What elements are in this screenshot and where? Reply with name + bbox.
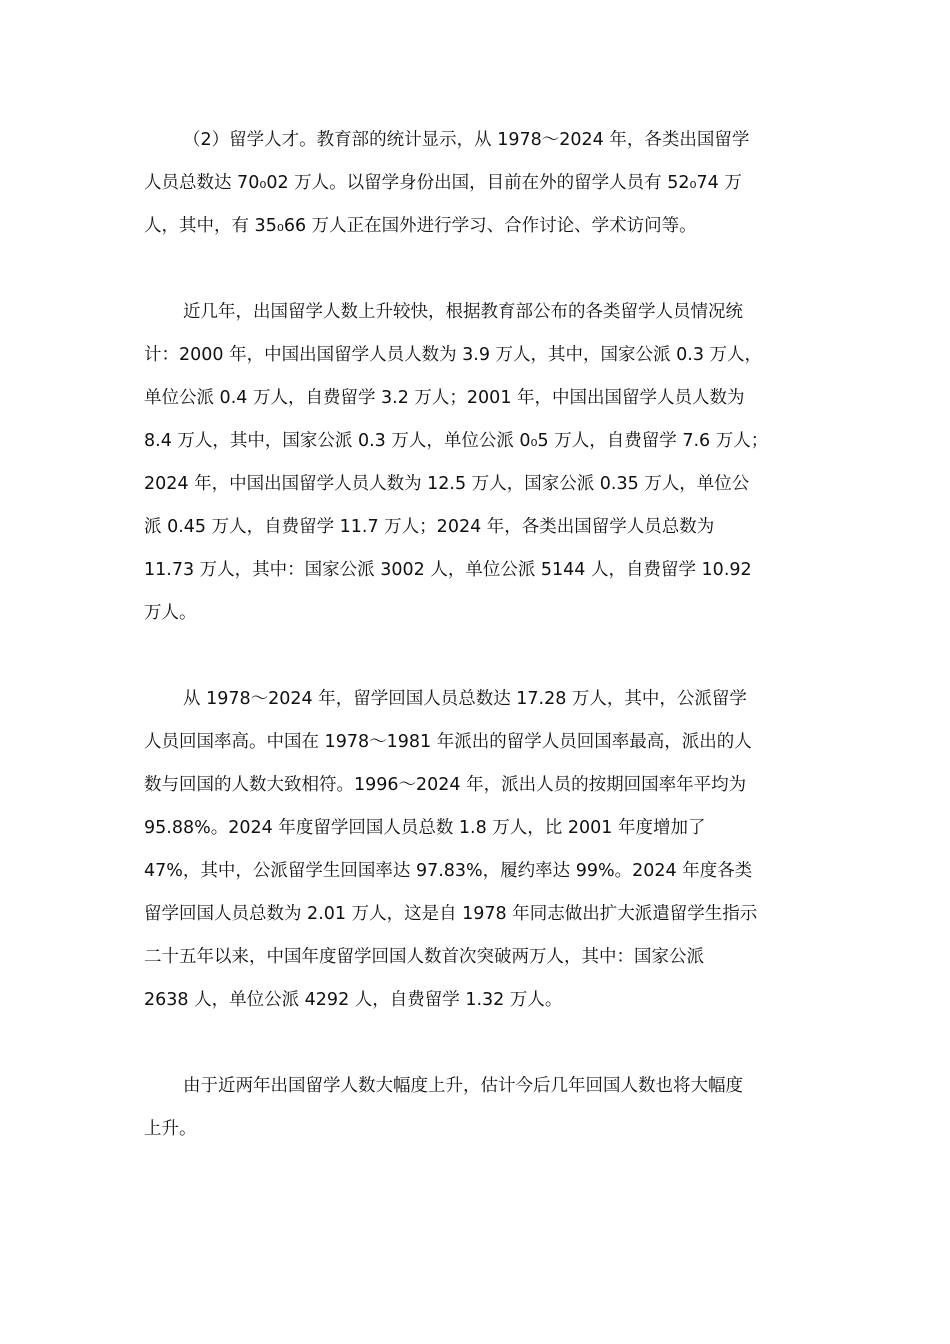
- text-line: 数与回国的人数大致相符。1996～2024 年，派出人员的按期回国率年平均为: [144, 775, 747, 795]
- text-line: 计：2000 年，中国出国留学人员人数为 3.9 万人，其中，国家公派 0.3 万人，: [144, 345, 763, 365]
- text-line: 95.88%。2024 年度留学回国人员总数 1.8 万人，比 2001 年度增加了: [144, 818, 706, 838]
- text-line: 人员回国率高。中国在 1978～1981 年派出的留学人员回国率最高，派出的人: [144, 732, 752, 752]
- text-line: 由于近两年出国留学人数大幅度上升，估计今后几年回国人数也将大幅度: [183, 1076, 743, 1096]
- text-line: 近几年，出国留学人数上升较快，根据教育部公布的各类留学人员情况统: [183, 302, 743, 322]
- text-line: 二十五年以来，中国年度留学回国人数首次突破两万人，其中：国家公派: [144, 947, 704, 967]
- text-line: 47%，其中，公派留学生回国率达 97.83%，履约率达 99%。2024 年度各类: [144, 861, 753, 881]
- text-line: 人员总数达 70₀02 万人。以留学身份出国，目前在外的留学人员有 52₀74 万: [144, 173, 742, 193]
- text-line: （2）留学人才。教育部的统计显示，从 1978～2024 年，各类出国留学: [183, 130, 750, 150]
- text-line: 人，其中，有 35₀66 万人正在国外进行学习、合作讨论、学术访问等。: [144, 216, 697, 236]
- text-line: 11.73 万人，其中：国家公派 3002 人，单位公派 5144 人，自费留学 10.92: [144, 560, 752, 580]
- text-line: 万人。: [144, 603, 197, 623]
- text-line: 2024 年，中国出国留学人员人数为 12.5 万人，国家公派 0.35 万人，单位公: [144, 474, 750, 494]
- text-line: 8.4 万人，其中，国家公派 0.3 万人，单位公派 0₀5 万人，自费留学 7.6 万人；: [144, 431, 769, 451]
- text-line: 派 0.45 万人，自费留学 11.7 万人；2024 年，各类出国留学人员总数为: [144, 517, 715, 537]
- text-line: 从 1978～2024 年，留学回国人员总数达 17.28 万人，其中，公派留学: [183, 689, 747, 709]
- text-line: 单位公派 0.4 万人，自费留学 3.2 万人；2001 年，中国出国留学人员人数为: [144, 388, 745, 408]
- text-line: 上升。: [144, 1119, 197, 1139]
- text-line: 留学回国人员总数为 2.01 万人，这是自 1978 年同志做出扩大派遣留学生指示: [144, 904, 758, 924]
- text-line: 2638 人，单位公派 4292 人，自费留学 1.32 万人。: [144, 990, 563, 1010]
